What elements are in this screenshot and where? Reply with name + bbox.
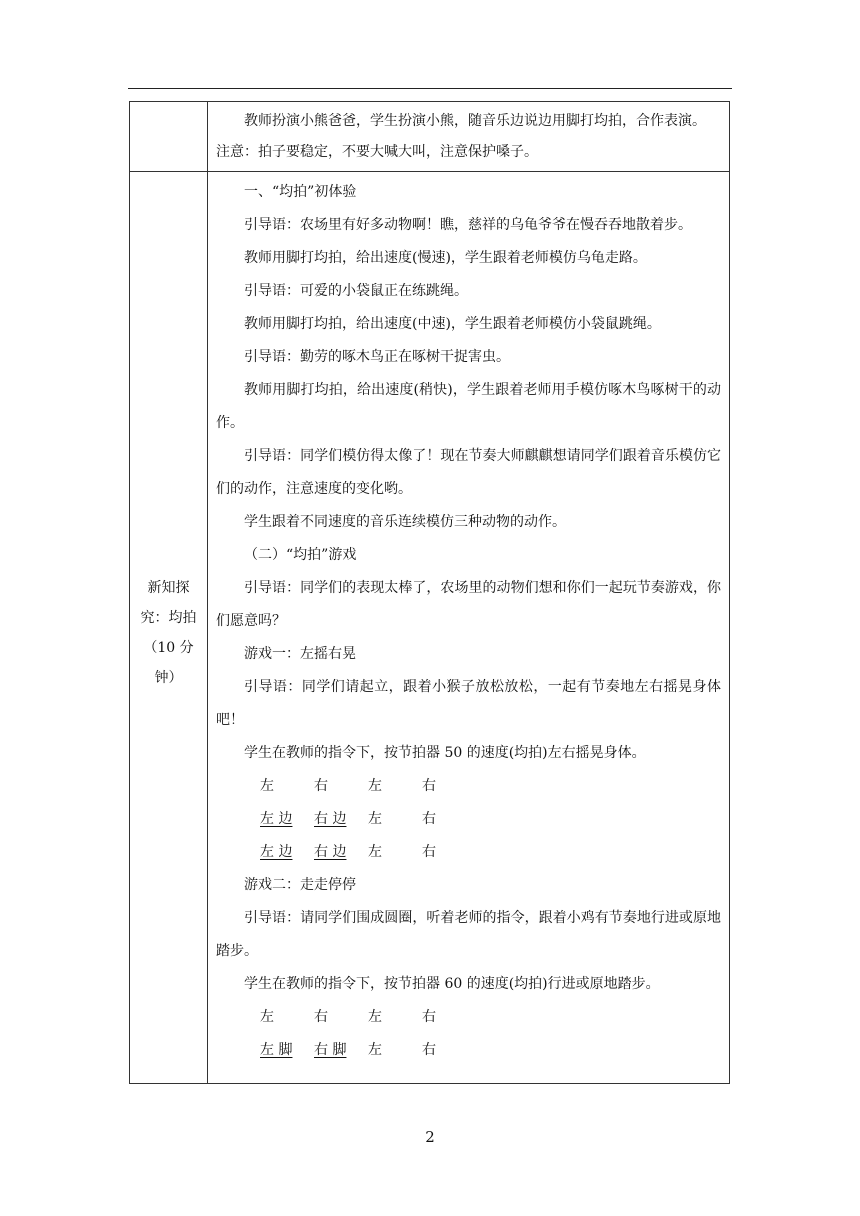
rhythm-line xyxy=(216,1001,721,1034)
rhythm-beat-underlined: 左 边 xyxy=(260,811,293,828)
rhythm-beat: 右 xyxy=(422,1042,436,1059)
paragraph: 学生在教师的指令下，按节拍器 60 的速度(均拍)行进或原地踏步。 xyxy=(244,976,660,993)
game-title: 游戏二：走走停停 xyxy=(244,877,356,894)
lesson-table xyxy=(129,101,730,1084)
rhythm-line xyxy=(216,1034,721,1067)
rhythm-line xyxy=(216,836,721,869)
rhythm-beat-underlined: 左 脚 xyxy=(260,1042,293,1059)
rhythm-beat-underlined: 右 边 xyxy=(314,844,347,861)
section-heading: 一、“均拍”初体验 xyxy=(244,184,357,201)
section-label-line: 新知探 xyxy=(147,579,190,596)
content-cell xyxy=(208,102,730,172)
rhythm-beat-underlined: 左 边 xyxy=(260,844,293,861)
rhythm-beat-underlined: 右 脚 xyxy=(314,1042,347,1059)
rhythm-line xyxy=(216,770,721,803)
paragraph: 引导语：勤劳的啄木鸟正在啄树干捉害虫。 xyxy=(244,349,510,366)
rhythm-beat: 右 xyxy=(422,1009,436,1026)
paragraph: 引导语：同学们请起立，跟着小猴子放松放松，一起有节奏地左右摇晃身体吧！ xyxy=(216,679,721,729)
rhythm-beat: 右 xyxy=(314,1009,328,1026)
paragraph: 注意：拍子要稳定，不要大喊大叫，注意保护嗓子。 xyxy=(216,144,538,160)
content-cell xyxy=(208,172,730,1084)
rhythm-beat: 左 xyxy=(260,778,274,795)
header-rule xyxy=(128,88,732,89)
rhythm-beat: 左 xyxy=(368,1009,382,1026)
section-label-cell xyxy=(130,172,208,1084)
table-row-new-knowledge xyxy=(130,172,730,1084)
section-label-line: 钟） xyxy=(154,669,183,686)
paragraph: 引导语：农场里有好多动物啊！瞧，慈祥的乌龟爷爷在慢吞吞地散着步。 xyxy=(244,217,692,234)
paragraph: 引导语：同学们的表现太棒了，农场里的动物们想和你们一起玩节奏游戏，你们愿意吗？ xyxy=(216,580,721,630)
game-title: 游戏一：左摇右晃 xyxy=(244,646,356,663)
rhythm-beat: 左 xyxy=(368,1042,382,1059)
section-heading: （二）“均拍”游戏 xyxy=(244,547,357,564)
rhythm-beat: 右 xyxy=(314,778,328,795)
rhythm-beat: 左 xyxy=(260,1009,274,1026)
paragraph: 教师扮演小熊爸爸，学生扮演小熊，随音乐边说边用脚打均拍，合作表演。 xyxy=(244,113,706,129)
paragraph: 学生跟着不同速度的音乐连续模仿三种动物的动作。 xyxy=(244,514,566,531)
rhythm-beat: 右 xyxy=(422,844,436,861)
paragraph: 引导语：同学们模仿得太像了！现在节奏大师麒麒想请同学们跟着音乐模仿它们的动作，注意速度的变化哟。 xyxy=(216,448,721,498)
rhythm-beat: 左 xyxy=(368,844,382,861)
paragraph: 教师用脚打均拍，给出速度(慢速)，学生跟着老师模仿乌龟走路。 xyxy=(244,250,647,267)
section-label-line: 究：均拍 xyxy=(140,609,197,626)
label-cell-empty xyxy=(130,102,208,172)
paragraph: 引导语：可爱的小袋鼠正在练跳绳。 xyxy=(244,283,468,300)
paragraph: 教师用脚打均拍，给出速度(稍快)，学生跟着老师用手模仿啄木鸟啄树干的动作。 xyxy=(216,382,721,432)
rhythm-beat: 左 xyxy=(368,778,382,795)
rhythm-beat: 右 xyxy=(422,811,436,828)
paragraph: 引导语：请同学们围成圆圈，听着老师的指令，跟着小鸡有节奏地行进或原地踏步。 xyxy=(216,910,721,960)
rhythm-line xyxy=(216,803,721,836)
rhythm-beat-underlined: 右 边 xyxy=(314,811,347,828)
paragraph: 教师用脚打均拍，给出速度(中速)，学生跟着老师模仿小袋鼠跳绳。 xyxy=(244,316,661,333)
page-number: 2 xyxy=(425,1128,435,1146)
table-row-continued xyxy=(130,102,730,172)
rhythm-beat: 左 xyxy=(368,811,382,828)
section-label xyxy=(130,573,207,693)
section-label-line: （10 分 xyxy=(143,639,194,656)
rhythm-beat: 右 xyxy=(422,778,436,795)
paragraph: 学生在教师的指令下，按节拍器 50 的速度(均拍)左右摇晃身体。 xyxy=(244,745,646,762)
